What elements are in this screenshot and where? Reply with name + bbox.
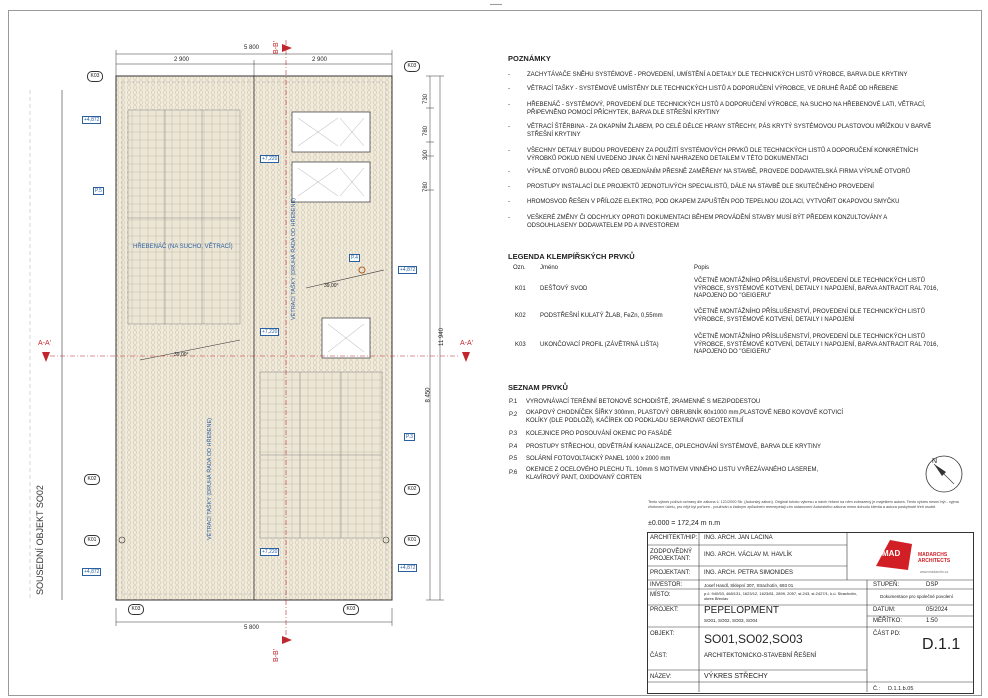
element-text: KOLEJNICE PRO POSOUVÁNÍ OKENIC PO FASÁDĚ <box>526 431 672 437</box>
k01-tag: K01 <box>84 535 100 546</box>
k03-tag: K03 <box>87 71 103 82</box>
place-value: p.č. 940/53, 468/131, 1623/12, 1623/81, 2899, 2057, st.243, st.2427/1, k.ú. Strachotín, okres Břeclav <box>704 591 858 601</box>
section-aa-right: A-A' <box>460 340 474 347</box>
part-label: ČÁST: <box>650 653 668 659</box>
level-tag: +7,220 <box>262 549 278 555</box>
element-text: OKENICE Z OCELOVÉHO PLECHU TL. 10mm S MOTIVEM VINNÉHO LISTU VYŘEZÁVANÉHO LASEREM, KLAVÍROVÝ PANT, OXIDOVANÝ CORTEN <box>526 467 819 481</box>
partno-label: ČÁST PD: <box>873 631 901 637</box>
object-label: OBJEKT: <box>650 631 675 637</box>
place-label: MÍSTO: <box>650 592 671 598</box>
p4-tag: P.4 <box>351 255 358 261</box>
designer-label: PROJEKTANT: <box>650 570 691 576</box>
neighbor-label: SOUSEDNÍ OBJEKT SO02 <box>35 485 45 595</box>
p3-tag: P.3 <box>406 434 413 440</box>
project-label: PROJEKT: <box>650 607 679 613</box>
copyright-note: Tento výkres požívá ochrany dle zákona č. 121/2000 Sb. (Autorský zákon). Originál tohoto výkresu a návrh řešení na něm zobrazený je majetkem autora. Tento výkres nesmí být - vyjma zhotovení účelu, pro nějž byl pořízen - používán a žádným způsobem reemepetaji cím ustanovení Autorského zákona mimo dohodu klienta a autora poskytnuté třetí osobě. <box>648 500 959 509</box>
elevation-note: ±0.000 = 172,24 m n.m <box>648 520 721 527</box>
element-code: P.5 <box>509 456 518 462</box>
element-text: SOLÁRNÍ FOTOVOLTAICKÝ PANEL 1000 x 2000 mm <box>526 456 671 462</box>
legend-name: UKONČOVACÍ PROFIL (ZÁVĚTRNÁ LIŠTA) <box>540 342 659 348</box>
logo-text: MADARCHS ARCHITECTS <box>918 552 951 564</box>
resp-label: ZODPOVĚDNÝ PROJEKTANT: <box>650 549 693 562</box>
project-sub: SO01, SO02, SO03, SO04 <box>704 618 758 623</box>
project-value: PEPELOPMENT <box>704 605 780 616</box>
stage-desc: Dokumentace pro společné povolení <box>880 594 954 599</box>
legend-code: K03 <box>515 342 526 348</box>
element-code: P.1 <box>509 399 518 405</box>
scale-value: 1:50 <box>926 618 938 624</box>
k02-tag: K02 <box>84 474 100 485</box>
dim-bottom-total: 5 800 <box>244 625 260 631</box>
p5-tag: P.5 <box>95 188 102 194</box>
ridge-label: HŘEBENÁČ (NA SUCHO, VĚTRACÍ) <box>133 244 233 250</box>
logo-mark: MAD <box>882 549 901 558</box>
roof-window-1 <box>292 112 370 152</box>
pv-panels-left <box>128 110 240 324</box>
date-label: DATUM: <box>873 607 896 613</box>
name-label: NÁZEV: <box>650 674 672 680</box>
north-arrow <box>922 452 966 496</box>
stage-label: STUPEŇ: <box>873 582 900 588</box>
level-tag: +4,872 <box>84 117 100 123</box>
legend-code: K02 <box>515 313 526 319</box>
legend-header-name: Jméno <box>540 265 559 271</box>
level-tag: +7,220 <box>262 329 278 335</box>
element-code: P.6 <box>509 470 518 476</box>
legend-desc: VČETNĚ MONTÁŽNÍHO PŘÍSLUŠENSTVÍ, PROVEDENÍ DLE TECHNICKÝCH LISTŮ VÝROBCE, SYSTÉMOVÉ KOTVENÍ, DETAILY I NAPOJENÍ, BARVA ANTRACIT RAL 7016, NAPOJENO DO "GEIGERU" <box>694 278 939 299</box>
level-tag: +7,220 <box>262 156 278 162</box>
legend-code: K01 <box>515 286 526 292</box>
dim-right-2: 780 <box>423 125 430 137</box>
legend-desc: VČETNĚ MONTÁŽNÍHO PŘÍSLUŠENSTVÍ, PROVEDENÍ DLE TECHNICKÝCH LISTŮ VÝROBCE, SYSTÉMOVÉ KOTVENÍ, DETAILY I NAPOJENÍ <box>694 309 925 323</box>
dim-right-4: 780 <box>423 181 430 193</box>
k02-tag: K02 <box>404 484 420 495</box>
k03-tag: K03 <box>343 604 359 615</box>
legend-header-code: Ozn. <box>513 265 526 271</box>
legend-name: PODSTŘEŠNÍ KULATÝ ŽLAB, FeZn, 0,55mm <box>540 313 663 319</box>
legend-name: DEŠŤOVÝ SVOD <box>540 286 588 292</box>
dim-right-1: 730 <box>423 93 430 105</box>
slope-right: 39,00° <box>324 283 339 289</box>
legend-header-desc: Popis <box>694 265 710 271</box>
section-aa-left: A-A' <box>38 340 52 347</box>
section-bb-top: B-B' <box>273 40 281 55</box>
partno-value: D.1.1 <box>922 636 961 653</box>
slope-left: 39,00° <box>174 352 189 358</box>
date-value: 05/2024 <box>926 607 948 613</box>
element-code: P.3 <box>509 431 518 437</box>
section-bb-bottom: B-B' <box>273 648 281 663</box>
designer-value: ING. ARCH. PETRA SIMONIDES <box>704 570 794 576</box>
legend-desc: VČETNĚ MONTÁŽNÍHO PŘÍSLUŠENSTVÍ, PROVEDENÍ DLE TECHNICKÝCH LISTŮ VÝROBCE, SYSTÉMOVÉ KOTVENÍ, DETAILY I NAPOJENÍ, BARVA ANTRACIT RAL 7016, NAPOJENO DO "GEIGERU" <box>694 334 939 355</box>
vent-label-1: VĚTRACÍ TAŠKY (DRUHÁ ŘADA OD HŘEBENE) <box>291 198 297 320</box>
dim-right-3: 300 <box>423 149 430 161</box>
part-value: ARCHITEKTONICKO-STAVEBNÍ ŘEŠENÍ <box>704 653 817 659</box>
investor-label: INVESTOR: <box>650 582 683 588</box>
no-value: D.1.1.b.05 <box>888 686 914 692</box>
dim-top-right: 2 900 <box>312 57 328 63</box>
object-value: SO01,SO02,SO03 <box>704 632 803 646</box>
architect-label: ARCHITEKT/HIP: <box>650 535 698 541</box>
no-label: Č.: <box>873 686 881 692</box>
investor-value: Josef Handl, Sklepní 307, Strachotín, 693 01 <box>704 583 794 588</box>
vent-label-2: VĚTRACÍ TAŠKY (DRUHÁ ŘADA OD HŘEBENE) <box>207 418 213 540</box>
element-code: P.2 <box>509 412 518 418</box>
dim-right-total: 11 940 <box>438 328 445 346</box>
k03-tag: K03 <box>128 604 144 615</box>
k01-tag: K01 <box>404 535 420 546</box>
legend-title: LEGENDA KLEMPÍŘSKÝCH PRVKŮ <box>508 252 635 261</box>
resp-value: ING. ARCH. VÁCLAV M. HAVLÍK <box>704 552 793 558</box>
element-text: PROSTUPY STŘECHOU, ODVĚTRÁNÍ KANALIZACE, OPLECHOVÁNÍ SYSTÉMOVÉ, BARVA DLE KRYTINY <box>526 444 821 450</box>
element-code: P.4 <box>509 444 518 450</box>
notes-title: POZNÁMKY <box>508 54 551 63</box>
north-label: N <box>932 458 938 465</box>
element-text: VYROVNÁVACÍ TERÉNNÍ BETONOVÉ SCHODIŠTĚ, 2RAMENNÉ S MEZIPODESTOU <box>526 399 761 405</box>
elements-title: SEZNAM PRVKŮ <box>508 383 568 392</box>
scale-label: MĚŘÍTKO: <box>873 618 903 624</box>
level-tag: +4,872 <box>84 569 100 575</box>
roof-window-2 <box>292 162 370 202</box>
architect-value: ING. ARCH. JAN LACINA <box>704 535 773 541</box>
k03-tag: K03 <box>404 61 420 72</box>
name-value: VÝKRES STŘECHY <box>704 673 768 680</box>
stage-value: DSP <box>926 582 939 588</box>
element-text: OKAPOVÝ CHODNÍČEK ŠÍŘKY 300mm, PLASTOVÝ OBRUBNÍK 60x1000 mm,PLASTOVÉ NEBO KOVOVÉ KOTVICÍ KOLÍKY (DLE PODLOŽÍ), KAČÍREK OD PODKLADU SEPAROVAT GEOTEXTILIÍ <box>526 410 844 424</box>
level-tag: +4,872 <box>400 565 416 571</box>
level-tag: +4,872 <box>400 267 416 273</box>
dim-right-lower: 8 450 <box>425 387 432 403</box>
logo-url: www.madarchs.cz <box>920 570 949 574</box>
dim-top-left: 2 900 <box>174 57 190 63</box>
dim-top-total: 5 800 <box>244 45 260 51</box>
